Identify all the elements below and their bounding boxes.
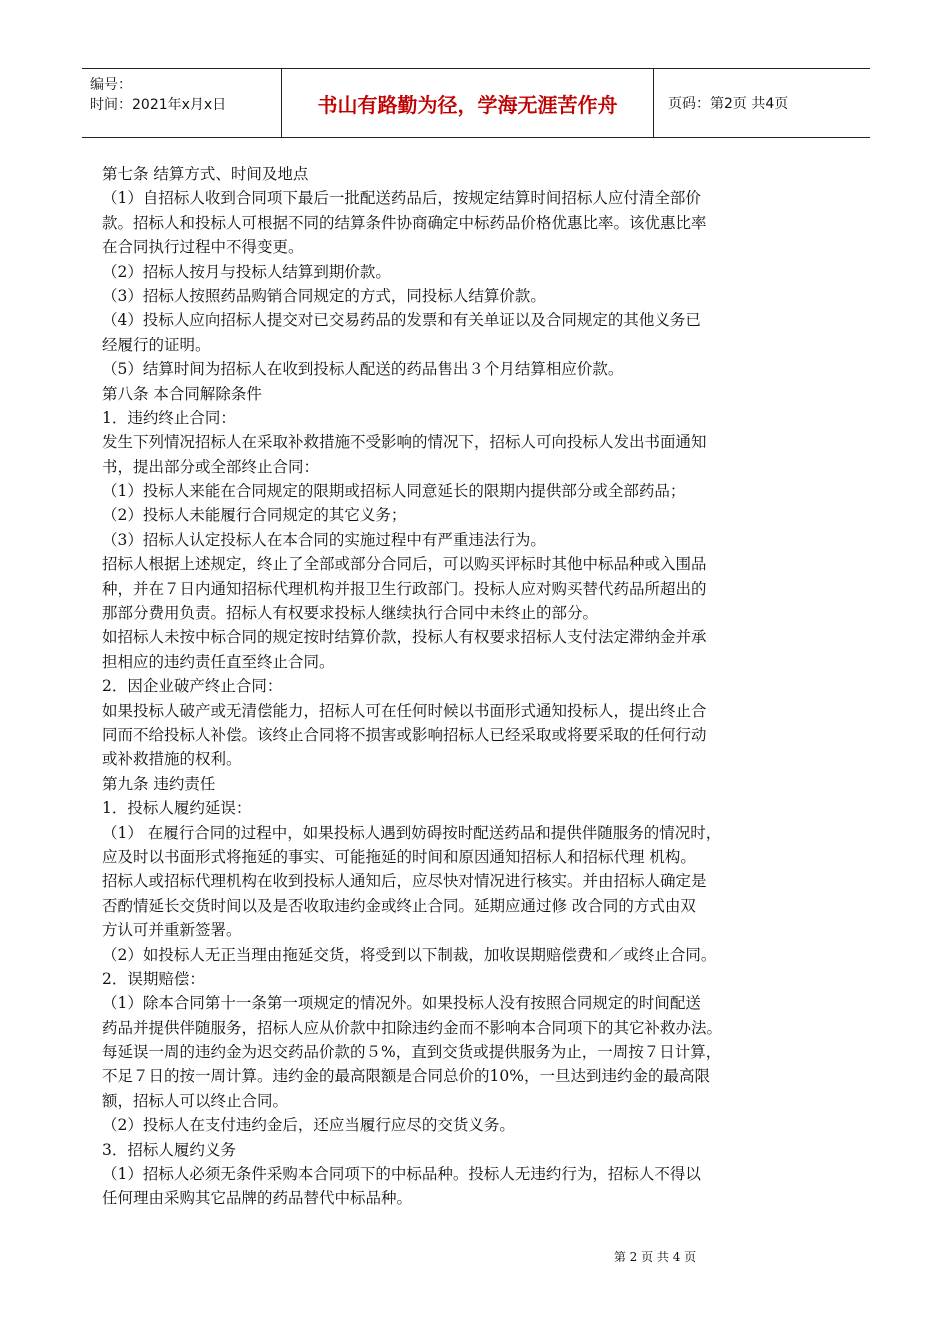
text-line: 第七条 结算方式、时间及地点	[102, 165, 309, 183]
text-line: 1．投标人履约延误：	[102, 799, 252, 818]
text-line: 3．招标人履约义务	[102, 1140, 236, 1159]
header-page-label: 页码：第2页 共4页	[668, 96, 789, 112]
text-line: 发生下列情况招标人在采取补救措施不受影响的情况下，招标人可向投标人发出书面通知	[102, 433, 707, 452]
text-line: 那部分费用负责。招标人有权要求投标人继续执行合同中未终止的部分。	[102, 604, 599, 623]
text-line: 应及时以书面形式将拖延的事实、可能拖延的时间和原因通知招标人和招标代理 机构。	[102, 847, 696, 866]
text-line: 方认可并重新签署。	[102, 921, 242, 940]
text-line: 款。招标人和投标人可根据不同的结算条件协商确定中标药品价格优惠比率。该优惠比率	[102, 213, 707, 232]
text-line: 经履行的证明。	[102, 335, 211, 354]
text-line: （1）自招标人收到合同项下最后一批配送药品后，按规定结算时间招标人应付清全部价	[102, 189, 701, 208]
text-line: （1） 在履行合同的过程中，如果投标人遇到妨碍按时配送药品和提供伴随服务的情况时，	[102, 823, 722, 842]
text-line: （3）招标人按照药品购销合同规定的方式，同投标人结算价款。	[102, 286, 546, 305]
text-line: 招标人或招标代理机构在收到投标人通知后，应尽快对情况进行核实。并由招标人确定是	[102, 872, 707, 891]
text-line: 书，提出部分或全部终止合同：	[102, 457, 320, 476]
text-line: （5）结算时间为招标人在收到投标人配送的药品售出３个月结算相应价款。	[102, 360, 624, 379]
text-line: （3）招标人认定投标人在本合同的实施过程中有严重违法行为。	[102, 530, 546, 549]
header-motto: 书山有路勤为径，学海无涯苦作舟	[282, 69, 654, 137]
text-line: 第八条 本合同解除条件	[102, 384, 262, 403]
doc-number-label: 编号：	[90, 77, 132, 93]
text-line: 如招标人未按中标合同的规定按时结算价款，投标人有权要求招标人支付法定滞纳金并承	[102, 628, 707, 647]
text-line: 第九条 违约责任	[102, 774, 216, 793]
text-line: 如果投标人破产或无清偿能力，招标人可在任何时候以书面形式通知投标人，提出终止合	[102, 701, 707, 720]
text-line: 2．因企业破产终止合同：	[102, 677, 283, 696]
text-line: 每延误一周的违约金为迟交药品价款的５%，直到交货或提供服务为止，一周按７日计算，	[102, 1043, 722, 1062]
text-line: （4）投标人应向招标人提交对已交易药品的发票和有关单证以及合同规定的其他义务已	[102, 311, 701, 330]
document-body	[102, 162, 854, 1211]
header-meta	[82, 69, 282, 137]
page-header	[82, 68, 870, 138]
page-footer: 第 2 页 共 4 页	[613, 1250, 697, 1264]
text-line: （2）投标人未能履行合同规定的其它义务；	[102, 506, 407, 525]
text-line: （1）除本合同第十一条第一项规定的情况外。如果投标人没有按照合同规定的时间配送	[102, 994, 701, 1013]
text-line: 否酌情延长交货时间以及是否收取违约金或终止合同。延期应通过修 改合同的方式由双	[102, 896, 696, 915]
text-line: （2）招标人按月与投标人结算到期价款。	[102, 262, 391, 281]
text-line: 2．误期赔偿：	[102, 969, 205, 988]
text-line: 不足７日的按一周计算。违约金的最高限额是合同总价的10%，一旦达到违约金的最高限	[102, 1067, 710, 1086]
text-line: （1）招标人必须无条件采购本合同项下的中标品种。投标人无违约行为，招标人不得以	[102, 1165, 701, 1184]
text-line: 在合同执行过程中不得变更。	[102, 238, 304, 257]
text-line: （2）投标人在支付违约金后，还应当履行应尽的交货义务。	[102, 1116, 515, 1135]
text-line: （2）如投标人无正当理由拖延交货，将受到以下制裁，加收误期赔偿费和／或终止合同。	[102, 945, 717, 964]
text-line: 或补救措施的权利。	[102, 750, 242, 769]
text-line: 额，招标人可以终止合同。	[102, 1091, 289, 1110]
text-line: 担相应的违约责任直至终止合同。	[102, 652, 335, 671]
doc-date-label: 时间：2021年x月x日	[90, 97, 227, 113]
text-line: （1）投标人来能在合同规定的限期或招标人同意延长的限期内提供部分或全部药品；	[102, 482, 686, 501]
text-line: 同而不给投标人补偿。该终止合同将不损害或影响招标人已经采取或将要采取的任何行动	[102, 725, 707, 744]
text-line: 任何理由采购其它品牌的药品替代中标品种。	[102, 1189, 413, 1208]
text-line: 招标人根据上述规定，终止了全部或部分合同后，可以购买评标时其他中标品种或入围品	[102, 555, 707, 574]
text-line: 种，并在７日内通知招标代理机构并报卫生行政部门。投标人应对购买替代药品所超出的	[102, 579, 707, 598]
text-line: 1．违约终止合同：	[102, 408, 236, 427]
text-line: 药品并提供伴随服务，招标人应从价款中扣除违约金而不影响本合同项下的其它补救办法。	[102, 1018, 723, 1037]
